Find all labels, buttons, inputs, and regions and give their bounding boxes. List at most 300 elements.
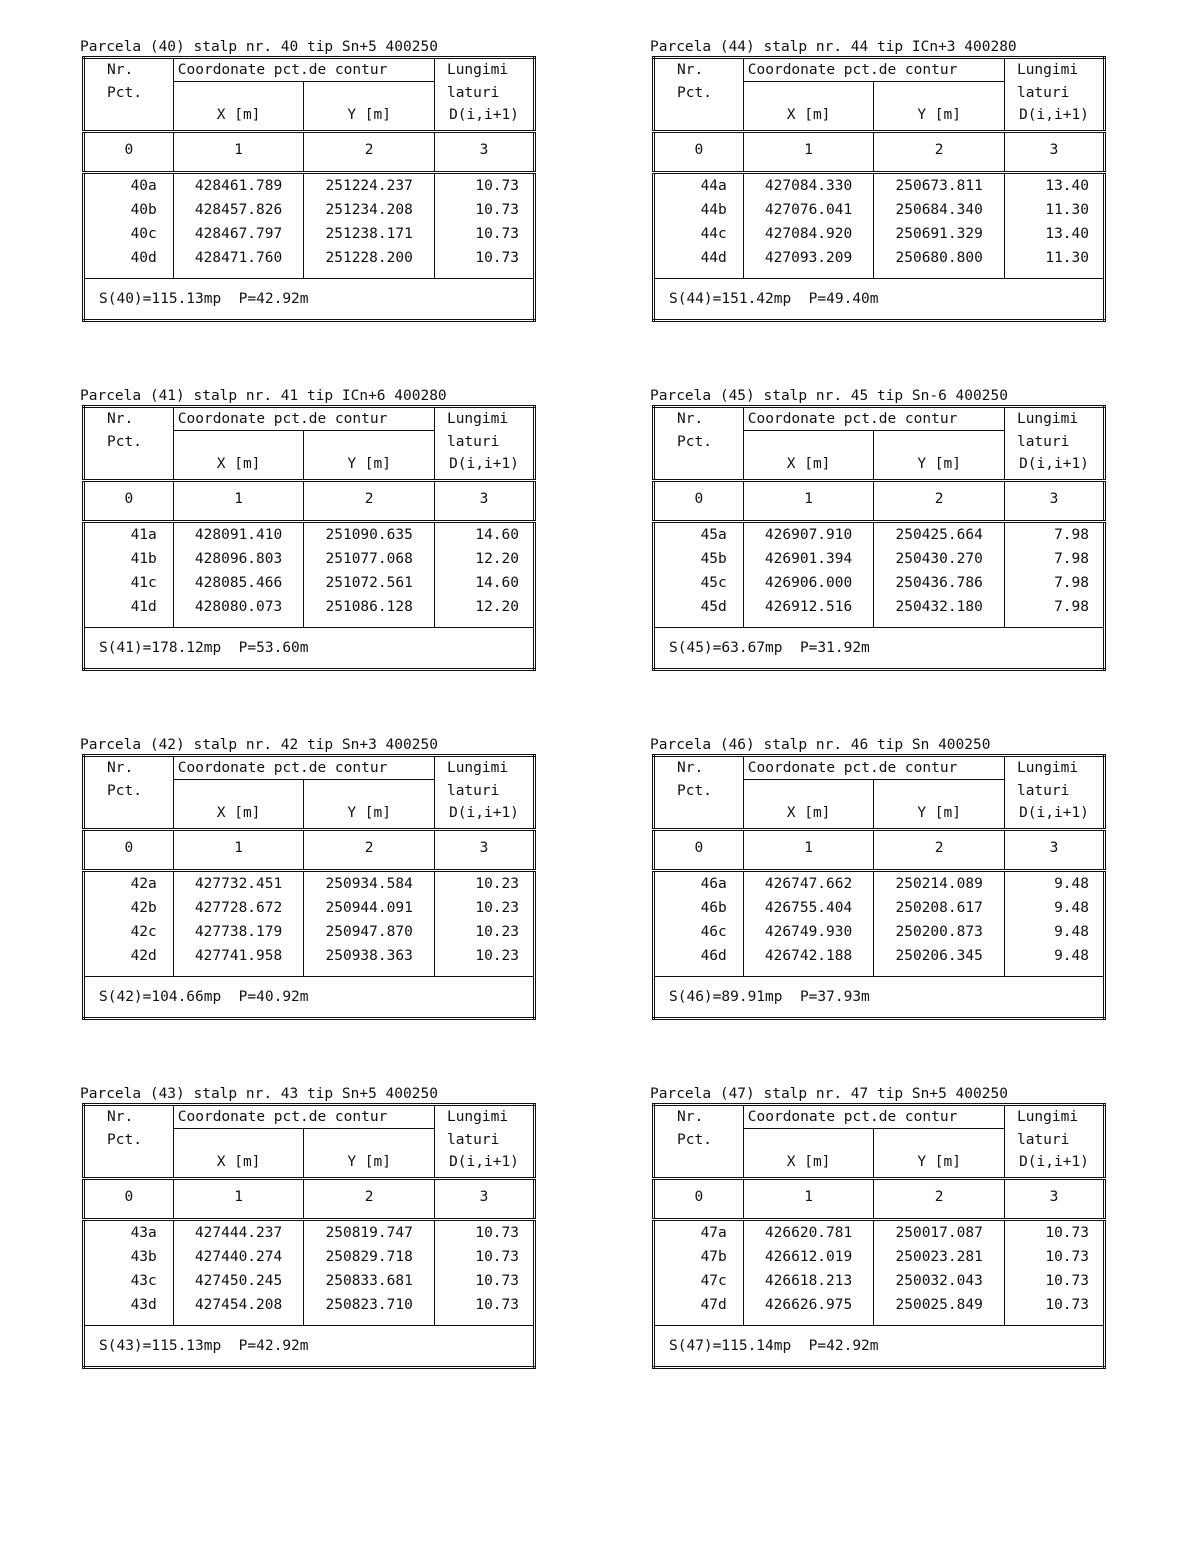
header-d: D(i,i+1) xyxy=(1004,1151,1104,1173)
header-blank xyxy=(654,453,744,475)
point-id: 44d xyxy=(654,246,744,270)
area-perimeter-summary: S(42)=104.66mp P=40.92m xyxy=(99,989,309,1005)
header-lungimi: Lungimi xyxy=(434,407,534,431)
side-length: 10.73 xyxy=(434,246,534,270)
header-coordinates: Coordonate pct.de contur xyxy=(743,756,1004,780)
table-row xyxy=(654,896,1105,920)
y-coordinate: 250934.584 xyxy=(304,871,435,897)
x-coordinate: 427450.245 xyxy=(173,1269,304,1293)
column-index: 0 xyxy=(84,481,174,517)
header-laturi: laturi xyxy=(434,82,534,105)
point-id: 47a xyxy=(654,1220,744,1246)
side-length: 10.23 xyxy=(434,920,534,944)
table-row xyxy=(84,920,535,944)
side-length: 10.73 xyxy=(1004,1269,1104,1293)
header-d: D(i,i+1) xyxy=(1004,104,1104,126)
column-index: 3 xyxy=(1004,1179,1104,1215)
header-y: Y [m] xyxy=(304,104,435,126)
header-d: D(i,i+1) xyxy=(434,104,534,126)
point-id: 47c xyxy=(654,1269,744,1293)
y-coordinate: 250944.091 xyxy=(304,896,435,920)
side-length: 7.98 xyxy=(1004,595,1104,619)
parcel-title: Parcela (42) stalp nr. 42 tip Sn+3 400250 xyxy=(80,737,438,753)
point-id: 40c xyxy=(84,222,174,246)
y-coordinate: 250673.811 xyxy=(874,173,1005,199)
parcel-block xyxy=(650,1085,1110,1369)
header-coordinates: Coordonate pct.de contur xyxy=(173,756,434,780)
x-coordinate: 427728.672 xyxy=(173,896,304,920)
area-perimeter-summary: S(44)=151.42mp P=49.40m xyxy=(669,291,879,307)
x-coordinate: 427732.451 xyxy=(173,871,304,897)
header-d: D(i,i+1) xyxy=(434,802,534,824)
header-nr: Nr. xyxy=(654,58,744,82)
side-length: 12.20 xyxy=(434,547,534,571)
header-blank xyxy=(654,1151,744,1173)
point-id: 43d xyxy=(84,1293,174,1317)
header-coordinates: Coordonate pct.de contur xyxy=(743,1105,1004,1129)
table-row xyxy=(654,198,1105,222)
table-row xyxy=(84,1245,535,1269)
table-row xyxy=(84,246,535,270)
table-row xyxy=(84,1293,535,1317)
x-coordinate: 426742.188 xyxy=(743,944,874,968)
table-row xyxy=(654,222,1105,246)
header-nr: Nr. xyxy=(84,756,174,780)
x-coordinate: 428461.789 xyxy=(173,173,304,199)
header-blank xyxy=(304,780,435,803)
header-lungimi: Lungimi xyxy=(1004,756,1104,780)
parcel-block xyxy=(80,38,540,322)
header-d: D(i,i+1) xyxy=(434,1151,534,1173)
side-length: 10.23 xyxy=(434,896,534,920)
header-d: D(i,i+1) xyxy=(434,453,534,475)
header-blank xyxy=(304,82,435,105)
table-row xyxy=(84,522,535,548)
point-id: 42a xyxy=(84,871,174,897)
column-index: 2 xyxy=(304,132,435,168)
y-coordinate: 250017.087 xyxy=(874,1220,1005,1246)
table-row xyxy=(654,920,1105,944)
header-blank xyxy=(304,431,435,454)
side-length: 9.48 xyxy=(1004,944,1104,968)
point-id: 41b xyxy=(84,547,174,571)
header-laturi: laturi xyxy=(434,1129,534,1152)
point-id: 46b xyxy=(654,896,744,920)
table-row xyxy=(654,1245,1105,1269)
parcel-title: Parcela (47) stalp nr. 47 tip Sn+5 400250 xyxy=(650,1086,1008,1102)
point-id: 42c xyxy=(84,920,174,944)
coordinates-table xyxy=(652,1103,1106,1369)
side-length: 10.23 xyxy=(434,944,534,968)
header-blank xyxy=(84,1151,174,1173)
y-coordinate: 250938.363 xyxy=(304,944,435,968)
coordinates-table xyxy=(82,1103,536,1369)
column-index: 2 xyxy=(874,1179,1005,1215)
x-coordinate: 428085.466 xyxy=(173,571,304,595)
header-lungimi: Lungimi xyxy=(1004,58,1104,82)
y-coordinate: 250032.043 xyxy=(874,1269,1005,1293)
header-pct: Pct. xyxy=(654,431,744,454)
table-row xyxy=(654,522,1105,548)
table-row xyxy=(84,1220,535,1246)
parcel-title: Parcela (44) stalp nr. 44 tip ICn+3 400280 xyxy=(650,39,1017,55)
table-row xyxy=(84,1269,535,1293)
header-blank xyxy=(84,453,174,475)
parcel-block xyxy=(650,736,1110,1020)
column-index: 3 xyxy=(1004,830,1104,866)
side-length: 10.73 xyxy=(434,1220,534,1246)
point-id: 42b xyxy=(84,896,174,920)
header-lungimi: Lungimi xyxy=(434,756,534,780)
header-blank xyxy=(84,104,174,126)
point-id: 43a xyxy=(84,1220,174,1246)
x-coordinate: 426901.394 xyxy=(743,547,874,571)
header-blank xyxy=(654,104,744,126)
parcel-title: Parcela (45) stalp nr. 45 tip Sn-6 400250 xyxy=(650,388,1008,404)
table-row xyxy=(654,173,1105,199)
coordinates-table xyxy=(652,754,1106,1020)
header-coordinates: Coordonate pct.de contur xyxy=(743,407,1004,431)
header-y: Y [m] xyxy=(874,802,1005,824)
side-length: 9.48 xyxy=(1004,896,1104,920)
table-row xyxy=(84,871,535,897)
header-y: Y [m] xyxy=(874,104,1005,126)
header-y: Y [m] xyxy=(304,453,435,475)
header-blank xyxy=(743,82,874,105)
header-x: X [m] xyxy=(743,453,874,475)
header-y: Y [m] xyxy=(304,1151,435,1173)
header-pct: Pct. xyxy=(84,780,174,803)
header-x: X [m] xyxy=(173,1151,304,1173)
header-laturi: laturi xyxy=(1004,431,1104,454)
table-row xyxy=(654,595,1105,619)
side-length: 10.73 xyxy=(434,198,534,222)
y-coordinate: 250819.747 xyxy=(304,1220,435,1246)
column-index: 0 xyxy=(654,1179,744,1215)
coordinates-table xyxy=(652,405,1106,671)
header-blank xyxy=(874,82,1005,105)
x-coordinate: 428080.073 xyxy=(173,595,304,619)
x-coordinate: 427076.041 xyxy=(743,198,874,222)
header-x: X [m] xyxy=(173,453,304,475)
y-coordinate: 251072.561 xyxy=(304,571,435,595)
header-laturi: laturi xyxy=(434,431,534,454)
coordinates-table xyxy=(82,754,536,1020)
side-length: 11.30 xyxy=(1004,198,1104,222)
column-index: 2 xyxy=(304,481,435,517)
column-index: 2 xyxy=(874,481,1005,517)
column-index: 3 xyxy=(434,132,534,168)
column-index: 1 xyxy=(743,1179,874,1215)
column-index: 3 xyxy=(434,1179,534,1215)
point-id: 45a xyxy=(654,522,744,548)
y-coordinate: 250206.345 xyxy=(874,944,1005,968)
x-coordinate: 428471.760 xyxy=(173,246,304,270)
header-coordinates: Coordonate pct.de contur xyxy=(743,58,1004,82)
side-length: 10.23 xyxy=(434,871,534,897)
table-row xyxy=(84,222,535,246)
table-row xyxy=(654,1220,1105,1246)
y-coordinate: 250436.786 xyxy=(874,571,1005,595)
header-laturi: laturi xyxy=(434,780,534,803)
x-coordinate: 428091.410 xyxy=(173,522,304,548)
x-coordinate: 426906.000 xyxy=(743,571,874,595)
y-coordinate: 250947.870 xyxy=(304,920,435,944)
column-index: 1 xyxy=(743,830,874,866)
side-length: 10.73 xyxy=(434,173,534,199)
parcel-block xyxy=(650,38,1110,322)
header-blank xyxy=(173,1129,304,1152)
header-blank xyxy=(743,431,874,454)
coordinates-table xyxy=(652,56,1106,322)
header-x: X [m] xyxy=(743,1151,874,1173)
column-index: 2 xyxy=(874,830,1005,866)
point-id: 45c xyxy=(654,571,744,595)
table-row xyxy=(84,944,535,968)
header-blank xyxy=(874,431,1005,454)
y-coordinate: 250684.340 xyxy=(874,198,1005,222)
y-coordinate: 250025.849 xyxy=(874,1293,1005,1317)
area-perimeter-summary: S(40)=115.13mp P=42.92m xyxy=(99,291,309,307)
header-blank xyxy=(173,780,304,803)
column-index: 1 xyxy=(173,1179,304,1215)
x-coordinate: 428457.826 xyxy=(173,198,304,222)
area-perimeter-summary: S(43)=115.13mp P=42.92m xyxy=(99,1338,309,1354)
header-pct: Pct. xyxy=(84,431,174,454)
side-length: 10.73 xyxy=(1004,1220,1104,1246)
parcel-block xyxy=(80,1085,540,1369)
column-index: 2 xyxy=(874,132,1005,168)
y-coordinate: 251234.208 xyxy=(304,198,435,222)
y-coordinate: 250208.617 xyxy=(874,896,1005,920)
table-row xyxy=(654,871,1105,897)
column-index: 0 xyxy=(84,1179,174,1215)
point-id: 44b xyxy=(654,198,744,222)
point-id: 45d xyxy=(654,595,744,619)
header-blank xyxy=(173,431,304,454)
header-x: X [m] xyxy=(743,104,874,126)
x-coordinate: 426620.781 xyxy=(743,1220,874,1246)
side-length: 7.98 xyxy=(1004,547,1104,571)
column-index: 1 xyxy=(173,132,304,168)
x-coordinate: 427738.179 xyxy=(173,920,304,944)
side-length: 10.73 xyxy=(1004,1293,1104,1317)
header-blank xyxy=(743,780,874,803)
point-id: 46c xyxy=(654,920,744,944)
y-coordinate: 250200.873 xyxy=(874,920,1005,944)
area-perimeter-summary: S(41)=178.12mp P=53.60m xyxy=(99,640,309,656)
y-coordinate: 251238.171 xyxy=(304,222,435,246)
side-length: 14.60 xyxy=(434,571,534,595)
side-length: 7.98 xyxy=(1004,522,1104,548)
y-coordinate: 251090.635 xyxy=(304,522,435,548)
header-nr: Nr. xyxy=(654,1105,744,1129)
x-coordinate: 426612.019 xyxy=(743,1245,874,1269)
header-nr: Nr. xyxy=(84,1105,174,1129)
header-lungimi: Lungimi xyxy=(434,1105,534,1129)
y-coordinate: 250425.664 xyxy=(874,522,1005,548)
column-index: 1 xyxy=(173,830,304,866)
parcel-title: Parcela (43) stalp nr. 43 tip Sn+5 400250 xyxy=(80,1086,438,1102)
header-d: D(i,i+1) xyxy=(1004,453,1104,475)
header-blank xyxy=(874,1129,1005,1152)
point-id: 46d xyxy=(654,944,744,968)
x-coordinate: 426912.516 xyxy=(743,595,874,619)
table-row xyxy=(84,198,535,222)
parcel-title: Parcela (41) stalp nr. 41 tip ICn+6 400280 xyxy=(80,388,447,404)
point-id: 44c xyxy=(654,222,744,246)
point-id: 40a xyxy=(84,173,174,199)
column-index: 2 xyxy=(304,830,435,866)
point-id: 46a xyxy=(654,871,744,897)
column-index: 3 xyxy=(434,830,534,866)
point-id: 44a xyxy=(654,173,744,199)
x-coordinate: 427084.920 xyxy=(743,222,874,246)
table-row xyxy=(84,595,535,619)
point-id: 47d xyxy=(654,1293,744,1317)
x-coordinate: 427454.208 xyxy=(173,1293,304,1317)
header-lungimi: Lungimi xyxy=(434,58,534,82)
table-row xyxy=(84,896,535,920)
side-length: 13.40 xyxy=(1004,222,1104,246)
y-coordinate: 250691.329 xyxy=(874,222,1005,246)
point-id: 41c xyxy=(84,571,174,595)
header-laturi: laturi xyxy=(1004,1129,1104,1152)
table-row xyxy=(654,571,1105,595)
header-lungimi: Lungimi xyxy=(1004,1105,1104,1129)
header-nr: Nr. xyxy=(654,407,744,431)
x-coordinate: 426626.975 xyxy=(743,1293,874,1317)
header-coordinates: Coordonate pct.de contur xyxy=(173,1105,434,1129)
column-index: 0 xyxy=(654,132,744,168)
parcel-title: Parcela (46) stalp nr. 46 tip Sn 400250 xyxy=(650,737,991,753)
y-coordinate: 251077.068 xyxy=(304,547,435,571)
header-laturi: laturi xyxy=(1004,780,1104,803)
y-coordinate: 250023.281 xyxy=(874,1245,1005,1269)
table-row xyxy=(84,571,535,595)
header-x: X [m] xyxy=(173,802,304,824)
y-coordinate: 250214.089 xyxy=(874,871,1005,897)
side-length: 10.73 xyxy=(1004,1245,1104,1269)
y-coordinate: 250680.800 xyxy=(874,246,1005,270)
point-id: 42d xyxy=(84,944,174,968)
parcel-block xyxy=(80,736,540,1020)
header-coordinates: Coordonate pct.de contur xyxy=(173,407,434,431)
point-id: 45b xyxy=(654,547,744,571)
table-row xyxy=(654,547,1105,571)
table-row xyxy=(654,246,1105,270)
column-index: 0 xyxy=(84,830,174,866)
column-index: 1 xyxy=(173,481,304,517)
header-blank xyxy=(173,82,304,105)
x-coordinate: 426755.404 xyxy=(743,896,874,920)
area-perimeter-summary: S(47)=115.14mp P=42.92m xyxy=(669,1338,879,1354)
coordinates-table xyxy=(82,56,536,322)
side-length: 13.40 xyxy=(1004,173,1104,199)
header-blank xyxy=(84,802,174,824)
side-length: 10.73 xyxy=(434,1269,534,1293)
header-d: D(i,i+1) xyxy=(1004,802,1104,824)
parcel-block xyxy=(80,387,540,671)
side-length: 10.73 xyxy=(434,1293,534,1317)
y-coordinate: 250432.180 xyxy=(874,595,1005,619)
side-length: 12.20 xyxy=(434,595,534,619)
header-coordinates: Coordonate pct.de contur xyxy=(173,58,434,82)
column-index: 1 xyxy=(743,132,874,168)
column-index: 2 xyxy=(304,1179,435,1215)
x-coordinate: 426618.213 xyxy=(743,1269,874,1293)
column-index: 3 xyxy=(1004,481,1104,517)
header-lungimi: Lungimi xyxy=(1004,407,1104,431)
x-coordinate: 426749.930 xyxy=(743,920,874,944)
header-x: X [m] xyxy=(173,104,304,126)
header-y: Y [m] xyxy=(874,453,1005,475)
x-coordinate: 426907.910 xyxy=(743,522,874,548)
header-nr: Nr. xyxy=(84,58,174,82)
header-y: Y [m] xyxy=(874,1151,1005,1173)
table-row xyxy=(84,547,535,571)
header-blank xyxy=(304,1129,435,1152)
point-id: 47b xyxy=(654,1245,744,1269)
y-coordinate: 251086.128 xyxy=(304,595,435,619)
area-perimeter-summary: S(46)=89.91mp P=37.93m xyxy=(669,989,870,1005)
column-index: 3 xyxy=(434,481,534,517)
side-length: 9.48 xyxy=(1004,871,1104,897)
x-coordinate: 427440.274 xyxy=(173,1245,304,1269)
x-coordinate: 428467.797 xyxy=(173,222,304,246)
header-y: Y [m] xyxy=(304,802,435,824)
header-pct: Pct. xyxy=(84,1129,174,1152)
y-coordinate: 251228.200 xyxy=(304,246,435,270)
header-pct: Pct. xyxy=(654,1129,744,1152)
point-id: 40b xyxy=(84,198,174,222)
point-id: 43c xyxy=(84,1269,174,1293)
point-id: 41a xyxy=(84,522,174,548)
header-blank xyxy=(654,802,744,824)
side-length: 11.30 xyxy=(1004,246,1104,270)
y-coordinate: 250430.270 xyxy=(874,547,1005,571)
x-coordinate: 428096.803 xyxy=(173,547,304,571)
parcel-block xyxy=(650,387,1110,671)
side-length: 9.48 xyxy=(1004,920,1104,944)
column-index: 1 xyxy=(743,481,874,517)
header-nr: Nr. xyxy=(654,756,744,780)
parcel-title: Parcela (40) stalp nr. 40 tip Sn+5 400250 xyxy=(80,39,438,55)
column-index: 3 xyxy=(1004,132,1104,168)
coordinates-table xyxy=(82,405,536,671)
area-perimeter-summary: S(45)=63.67mp P=31.92m xyxy=(669,640,870,656)
column-index: 0 xyxy=(654,830,744,866)
point-id: 41d xyxy=(84,595,174,619)
header-pct: Pct. xyxy=(654,780,744,803)
side-length: 10.73 xyxy=(434,1245,534,1269)
x-coordinate: 427084.330 xyxy=(743,173,874,199)
y-coordinate: 250823.710 xyxy=(304,1293,435,1317)
point-id: 40d xyxy=(84,246,174,270)
header-laturi: laturi xyxy=(1004,82,1104,105)
table-row xyxy=(654,1293,1105,1317)
table-row xyxy=(654,944,1105,968)
header-nr: Nr. xyxy=(84,407,174,431)
x-coordinate: 427444.237 xyxy=(173,1220,304,1246)
y-coordinate: 250833.681 xyxy=(304,1269,435,1293)
x-coordinate: 426747.662 xyxy=(743,871,874,897)
column-index: 0 xyxy=(654,481,744,517)
table-row xyxy=(654,1269,1105,1293)
table-row xyxy=(84,173,535,199)
point-id: 43b xyxy=(84,1245,174,1269)
side-length: 10.73 xyxy=(434,222,534,246)
